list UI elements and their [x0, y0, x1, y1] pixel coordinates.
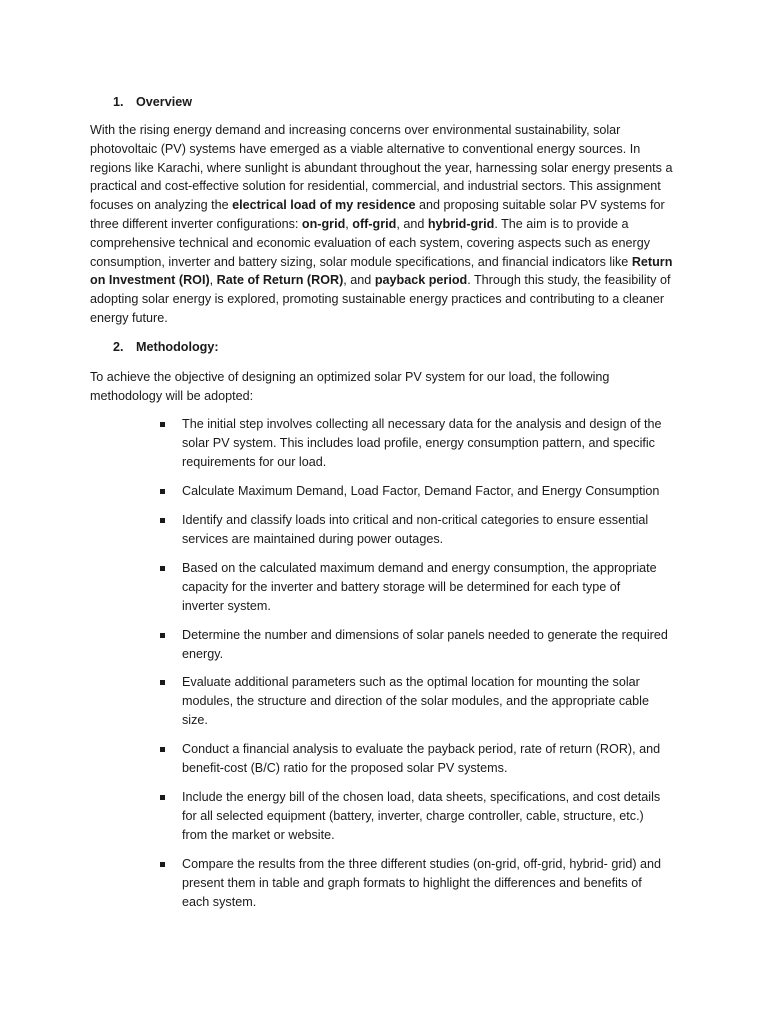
bullet-square-icon [160, 862, 165, 867]
text-line: inverter system. [182, 598, 271, 613]
bullet-text [182, 415, 682, 471]
text-run: photovoltaic (PV) systems have emerged as a viable alternative to conventional energy sources. In [90, 141, 641, 156]
text-line: Conduct a financial analysis to evaluate the payback period, rate of return (ROR), and [182, 742, 661, 756]
text-run: , [345, 216, 353, 231]
text-line: Calculate Maximum Demand, Load Factor, Demand Factor, and Energy Consumption [182, 484, 660, 498]
text-line: requirements for our load. [182, 454, 327, 469]
text-run: . The aim is to provide a [494, 216, 629, 231]
text-line: Compare the results from the three different studies (on-grid, off-grid, hybrid- grid) and [182, 857, 662, 871]
text-line: services are maintained during power outages. [182, 531, 444, 546]
text-line: The initial step involves collecting all necessary data for the analysis and design of the [182, 417, 662, 431]
text-line [90, 140, 680, 159]
text-line [90, 271, 680, 290]
bullet-square-icon [160, 747, 165, 752]
section-title: Methodology: [136, 340, 219, 354]
bullet-square-icon [160, 795, 165, 800]
bullet-square-icon [160, 518, 165, 523]
bullet-text [182, 855, 682, 911]
bullet-text [182, 626, 682, 664]
bold-term: Return [631, 254, 673, 269]
text-run: three different inverter configurations: [90, 216, 302, 231]
text-line: Evaluate additional parameters such as the optimal location for mounting the solar [182, 675, 640, 689]
bullet-square-icon [160, 633, 165, 638]
text-run: practical and cost-effective solution for residential, commercial, and industrial sectors. This assignment [90, 179, 661, 194]
text-run: regions like Karachi, where sunlight is abundant throughout the year, harnessing solar energy presents a [90, 160, 673, 175]
text-line [90, 196, 680, 215]
bold-term: on-grid [301, 216, 346, 231]
bullet-text [182, 511, 682, 549]
bullet-square-icon [160, 566, 165, 571]
bold-term: off-grid [352, 216, 397, 231]
text-line [90, 253, 680, 272]
section-heading-overview [113, 93, 192, 111]
text-run: . Through this study, the feasibility of [467, 273, 671, 288]
bullet-text [182, 559, 682, 615]
bullet-text [182, 673, 682, 729]
text-line: present them in table and graph formats to highlight the differences and benefits of [182, 875, 642, 890]
overview-paragraph [90, 121, 680, 328]
text-line: size. [182, 712, 208, 727]
text-line: solar PV system. This includes load profile, energy consumption pattern, and specific [182, 435, 655, 450]
text-run: With the rising energy demand and increasing concerns over environmental sustainability, solar [90, 123, 621, 137]
text-line [90, 121, 680, 140]
text-line: methodology will be adopted: [90, 388, 254, 403]
text-line: Determine the number and dimensions of solar panels needed to generate the required [182, 628, 668, 642]
bold-term: Rate of Return (ROR) [216, 273, 344, 288]
text-run: energy future. [90, 310, 168, 325]
text-line [90, 177, 680, 196]
bold-term: electrical load of my residence [232, 198, 416, 213]
text-run: , [209, 273, 217, 288]
bullet-square-icon [160, 489, 165, 494]
text-run: and proposing suitable solar PV systems for [415, 198, 665, 213]
text-line: modules, the structure and direction of the solar modules, and the appropriate cable [182, 693, 649, 708]
section-title: Overview [136, 95, 193, 109]
text-line: benefit-cost (B/C) ratio for the proposed solar PV systems. [182, 760, 508, 775]
text-run: consumption, inverter and battery sizing, solar module specifications, and financial indicators like [90, 254, 632, 269]
text-line [90, 215, 680, 234]
section-heading-methodology [113, 338, 219, 356]
bullet-text [182, 482, 682, 501]
bullet-text [182, 788, 682, 844]
text-line: Identify and classify loads into critical and non-critical categories to ensure essential [182, 513, 649, 527]
text-run: , and [396, 216, 428, 231]
section-number: 2. [113, 340, 124, 354]
text-line [90, 290, 680, 309]
text-line [90, 309, 680, 328]
bullet-text [182, 740, 682, 778]
text-run: comprehensive technical and economic evaluation of each system, covering aspects such as energy [90, 235, 651, 250]
bullet-square-icon [160, 680, 165, 685]
section-number: 1. [113, 95, 124, 109]
bold-term: hybrid-grid [427, 216, 495, 231]
text-line: Based on the calculated maximum demand and energy consumption, the appropriate [182, 561, 657, 575]
text-line [90, 234, 680, 253]
text-run: focuses on analyzing the [90, 198, 233, 213]
bold-term: payback period [374, 273, 468, 288]
text-line: capacity for the inverter and battery storage will be determined for each type of [182, 579, 621, 594]
bullet-square-icon [160, 422, 165, 427]
text-line: from the market or website. [182, 827, 335, 842]
text-line: energy. [182, 646, 224, 661]
bold-term: on Investment (ROI) [90, 273, 210, 288]
text-run: , and [343, 273, 375, 288]
text-line: for all selected equipment (battery, inverter, charge controller, cable, structure, etc.) [182, 808, 644, 823]
text-run: adopting solar energy is explored, promoting sustainable energy practices and contributing to a cleaner [90, 292, 665, 307]
text-line: Include the energy bill of the chosen load, data sheets, specifications, and cost details [182, 790, 661, 804]
methodology-intro [90, 368, 680, 406]
text-line: To achieve the objective of designing an optimized solar PV system for our load, the following [90, 370, 610, 384]
text-line: each system. [182, 894, 257, 909]
text-line [90, 159, 680, 178]
